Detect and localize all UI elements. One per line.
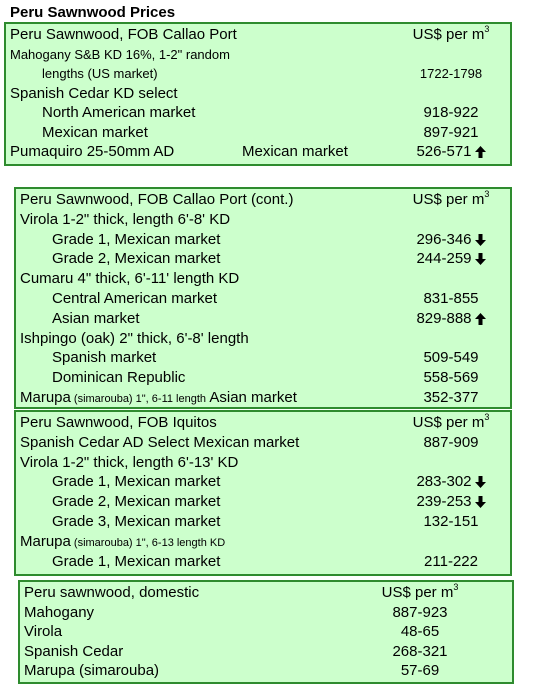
price-range: 132-151 bbox=[423, 513, 479, 530]
table-row bbox=[16, 532, 510, 552]
row-label: Pumaquiro 25-50mm AD bbox=[10, 143, 175, 160]
price-range: 897-921 bbox=[423, 123, 479, 141]
table-domestic bbox=[18, 580, 514, 684]
table-row bbox=[16, 210, 510, 230]
table-row bbox=[16, 269, 510, 289]
table-row bbox=[16, 512, 510, 532]
table-row bbox=[6, 142, 510, 162]
price-range: 211-222 bbox=[424, 552, 478, 570]
row-label: Spanish Cedar AD Select Mexican market bbox=[20, 433, 300, 451]
table-header-label: Peru sawnwood, domestic bbox=[24, 584, 200, 601]
row-label: Virola bbox=[24, 623, 63, 641]
row-label: Spanish Cedar KD select bbox=[10, 84, 178, 102]
row-label: Marupa (simarouba) bbox=[24, 662, 160, 680]
table-callao-port-cont bbox=[14, 187, 512, 409]
table-header-label: Peru Sawnwood, FOB Iquitos bbox=[20, 414, 217, 431]
table-row bbox=[6, 64, 510, 84]
price-range: 268-321 bbox=[392, 642, 448, 660]
price-range: 887-909 bbox=[423, 433, 479, 451]
row-label: Grade 2, Mexican market bbox=[52, 493, 221, 511]
row-label: Grade 1, Mexican market bbox=[52, 473, 221, 491]
table-row bbox=[6, 45, 510, 65]
row-label: Dominican Republic bbox=[52, 369, 186, 387]
table-row bbox=[6, 123, 510, 143]
table-row bbox=[16, 289, 510, 309]
table-iquitos bbox=[14, 410, 512, 576]
price-range: 244-259 bbox=[396, 249, 506, 269]
table-row bbox=[16, 492, 510, 512]
table-row bbox=[16, 309, 510, 329]
unit-label: US$ per $m^3$ bbox=[412, 412, 490, 431]
row-label: Marupa (simarouba) 1", 6-11 length Asian market bbox=[20, 389, 297, 406]
row-label: North American market bbox=[42, 104, 196, 121]
row-label: Cumaru 4" thick, 6'-11' length KD bbox=[20, 270, 240, 288]
price-range: 296-346 bbox=[396, 230, 506, 250]
row-label: Central American market bbox=[52, 290, 218, 307]
row-label: Virola 1-2" thick, length 6'-13' KD bbox=[20, 453, 239, 471]
table-callao-port bbox=[4, 22, 512, 166]
price-range: 283-302 bbox=[396, 472, 506, 492]
table-header-row bbox=[16, 190, 510, 210]
table-row bbox=[16, 388, 510, 408]
table-header-row bbox=[6, 25, 510, 45]
price-range: 831-855 bbox=[423, 290, 479, 307]
unit-label: US$ per $m^3$ bbox=[412, 189, 490, 208]
table-row bbox=[20, 661, 512, 681]
arrow-up-icon bbox=[475, 146, 486, 158]
row-label: Mexican market bbox=[42, 123, 148, 141]
table-row bbox=[6, 84, 510, 104]
row-label: Spanish market bbox=[52, 349, 157, 367]
price-range: 558-569 bbox=[423, 369, 479, 387]
table-header-label: Peru Sawnwood, FOB Callao Port (cont.) bbox=[20, 191, 294, 208]
table-row bbox=[16, 348, 510, 368]
price-range: 352-377 bbox=[423, 389, 479, 406]
row-label: Grade 3, Mexican market bbox=[52, 513, 221, 530]
table-row bbox=[16, 552, 510, 572]
row-label: Mahogany S&B KD 16%, 1-2" random bbox=[10, 46, 230, 62]
table-row bbox=[16, 329, 510, 349]
arrow-down-icon bbox=[475, 234, 486, 246]
row-label: lengths (US market) bbox=[42, 66, 158, 81]
price-range: 57-69 bbox=[400, 662, 440, 680]
row-label: Grade 1, Mexican market bbox=[52, 230, 221, 248]
table-row bbox=[20, 622, 512, 642]
arrow-down-icon bbox=[475, 253, 486, 265]
table-row bbox=[6, 103, 510, 123]
table-row bbox=[20, 642, 512, 662]
table-row bbox=[16, 453, 510, 473]
price-range: 48-65 bbox=[400, 623, 440, 641]
row-label: Virola 1-2" thick, length 6'-8' KD bbox=[20, 210, 231, 228]
row-market: Mexican market bbox=[242, 143, 348, 160]
row-label: Mahogany bbox=[24, 603, 95, 621]
arrow-up-icon bbox=[475, 313, 486, 325]
row-label: Asian market bbox=[52, 309, 140, 327]
page-title: Peru Sawnwood Prices bbox=[10, 4, 176, 21]
row-label: Spanish Cedar bbox=[24, 642, 124, 660]
price-range: 509-549 bbox=[423, 349, 479, 367]
table-row bbox=[16, 472, 510, 492]
price-range: 239-253 bbox=[396, 492, 506, 512]
arrow-down-icon bbox=[475, 496, 486, 508]
row-label: Grade 1, Mexican market bbox=[52, 552, 221, 570]
table-row bbox=[20, 603, 512, 623]
table-row bbox=[16, 230, 510, 250]
table-header-row bbox=[16, 413, 510, 433]
table-header-row bbox=[20, 583, 512, 603]
table-row bbox=[16, 249, 510, 269]
price-range: 918-922 bbox=[423, 104, 479, 121]
price-range: 526-571 bbox=[396, 142, 506, 162]
table-header-label: Peru Sawnwood, FOB Callao Port bbox=[10, 26, 237, 43]
row-label: Ishpingo (oak) 2" thick, 6'-8' length bbox=[20, 329, 249, 347]
table-row bbox=[16, 368, 510, 388]
row-label: Marupa (simarouba) 1", 6-13 length KD bbox=[20, 532, 226, 550]
unit-label: US$ per $m^3$ bbox=[381, 582, 459, 601]
unit-label: US$ per $m^3$ bbox=[412, 24, 490, 43]
row-label: Grade 2, Mexican market bbox=[52, 250, 221, 268]
table-row bbox=[16, 433, 510, 453]
price-range: 887-923 bbox=[392, 603, 448, 621]
price-range: 1722-1798 bbox=[419, 66, 483, 81]
price-range: 829-888 bbox=[396, 309, 506, 329]
arrow-down-icon bbox=[475, 476, 486, 488]
